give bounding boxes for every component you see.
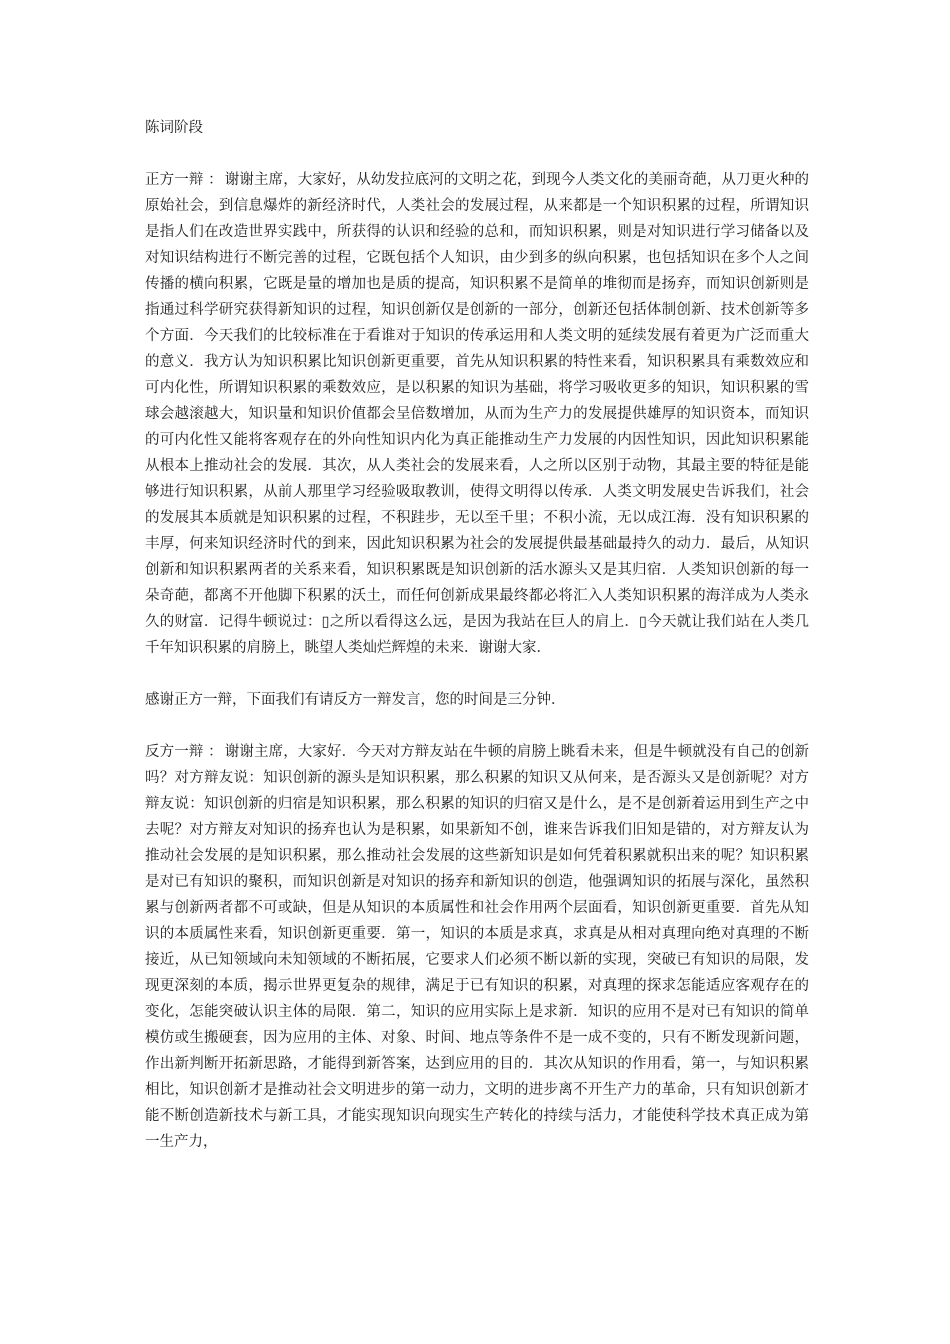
- speech-affirmative-first: [145, 167, 809, 661]
- section-heading: 陈词阶段: [145, 120, 203, 136]
- speech-text: 谢谢主席，大家好，从幼发拉底河的文明之花，到现今人类文化的美丽奇葩，从刀更火种的原始社会，到信息爆炸的新经济时代，人类社会的发展过程，从来都是一个知识积累的过程，所谓知识是指人们在改造世界实践中，所获得的认识和经验的总和，而知识积累，则是对知识进行学习储备以及对知识结构进行不断完善的过程，它既包括个人知识，由少到多的纵向积累，也包括知识在多个人之间传播的横向积累，它既是量的增加也是质的提高，知识积累不是简单的堆彻而是扬弃，而知识创新则是指通过科学研究获得新知识的过程，知识创新仅是创新的一部分，创新还包括体制创新、技术创新等多个方面．今天我们的比较标准在于看谁对于知识的传承运用和人类文明的延续发展有着更为广泛而重大的意义．我方认为知识积累比知识创新更重要，首先从知识积累的特性来看，知识积累具有乘数效应和可内化性，所谓知识积累的乘数效应，是以积累的知识为基础，将学习吸收更多的知识，知识积累的雪球会越滚越大，知识量和知识价值都会呈倍数增加，从而为生产力的发展提供雄厚的知识资本，而知识的可内化性又能将客观存在的外向性知识内化为真正能推动生产力发展的内因性知识，因此知识积累能从根本上推动社会的发展．其次，从人类社会的发展来看，人之所以区别于动物，其最主要的特征是能够进行知识积累，从前人那里学习经验吸取教训，使得文明得以传承．人类文明发展史告诉我们，社会的发展其本质就是知识积累的过程，不积跬步，无以至千里；不积小流，无以成江海．没有知识积累的丰厚，何来知识经济时代的到来，因此知识积累为社会的发展提供最基础最持久的动力．最后，从知识创新和知识积累两者的关系来看，知识积累既是知识创新的活水源头又是其归宿．人类知识创新的每一朵奇葩，都离不开他脚下积累的沃土，而任何创新成果最终都必将汇入人类知识积累的海洋成为人类永久的财富．记得牛顿说过：▯之所以看得这么远，是因为我站在巨人的肩上．▯今天就让我们站在人类几千年知识积累的肩膀上，眺望人类灿烂辉煌的未来．谢谢大家．: [145, 172, 810, 656]
- speech-text: 感谢正方一辩，下面我们有请反方一辩发言，您的时间是三分钟．: [145, 692, 566, 708]
- speech-negative-first: [145, 739, 809, 1155]
- moderator-transition: [145, 687, 809, 713]
- speaker-label: 反方一辩 ：: [145, 744, 223, 760]
- document-page: [145, 115, 809, 1181]
- speaker-label: 正方一辩 ：: [145, 172, 223, 188]
- speech-text: 谢谢主席，大家好．今天对方辩友站在牛顿的肩膀上眺看未来，但是牛顿就没有自己的创新吗？对方辩友说：知识创新的源头是知识积累，那么积累的知识又从何来，是否源头又是创新呢？对方辩友说：知识创新的归宿是知识积累，那么积累的知识的归宿又是什么，是不是创新着运用到生产之中去呢？对方辩友对知识的扬弃也认为是积累，如果新知不创，谁来告诉我们旧知是错的，对方辩友认为推动社会发展的是知识积累，那么推动社会发展的这些新知识是如何凭着积累就积出来的呢？知识积累是对已有知识的聚积，而知识创新是对知识的扬弃和新知识的创造，他强调知识的拓展与深化，虽然积累与创新两者都不可或缺，但是从知识的本质属性和社会作用两个层面看，知识创新更重要．首先从知识的本质属性来看，知识创新更重要．第一，知识的本质是求真，求真是从相对真理向绝对真理的不断接近，从已知领域向未知领域的不断拓展，它要求人们必须不断以新的实现，突破已有知识的局限，发现更深刻的本质，揭示世界更复杂的规律，满足于已有知识的积累，对真理的探求怎能适应客观存在的变化，怎能突破认识主体的局限．第二，知识的应用实际上是求新．知识的应用不是对已有知识的简单模仿或生搬硬套，因为应用的主体、对象、时间、地点等条件不是一成不变的，只有不断发现新问题，作出新判断开拓新思路，才能得到新答案，达到应用的目的．其次从知识的作用看，第一，与知识积累相比，知识创新才是推动社会文明进步的第一动力，文明的进步离不开生产力的革命，只有知识创新才能不断创造新技术与新工具，才能实现知识向现实生产转化的持续与活力，才能使科学技术真正成为第一生产力，: [145, 744, 810, 1150]
